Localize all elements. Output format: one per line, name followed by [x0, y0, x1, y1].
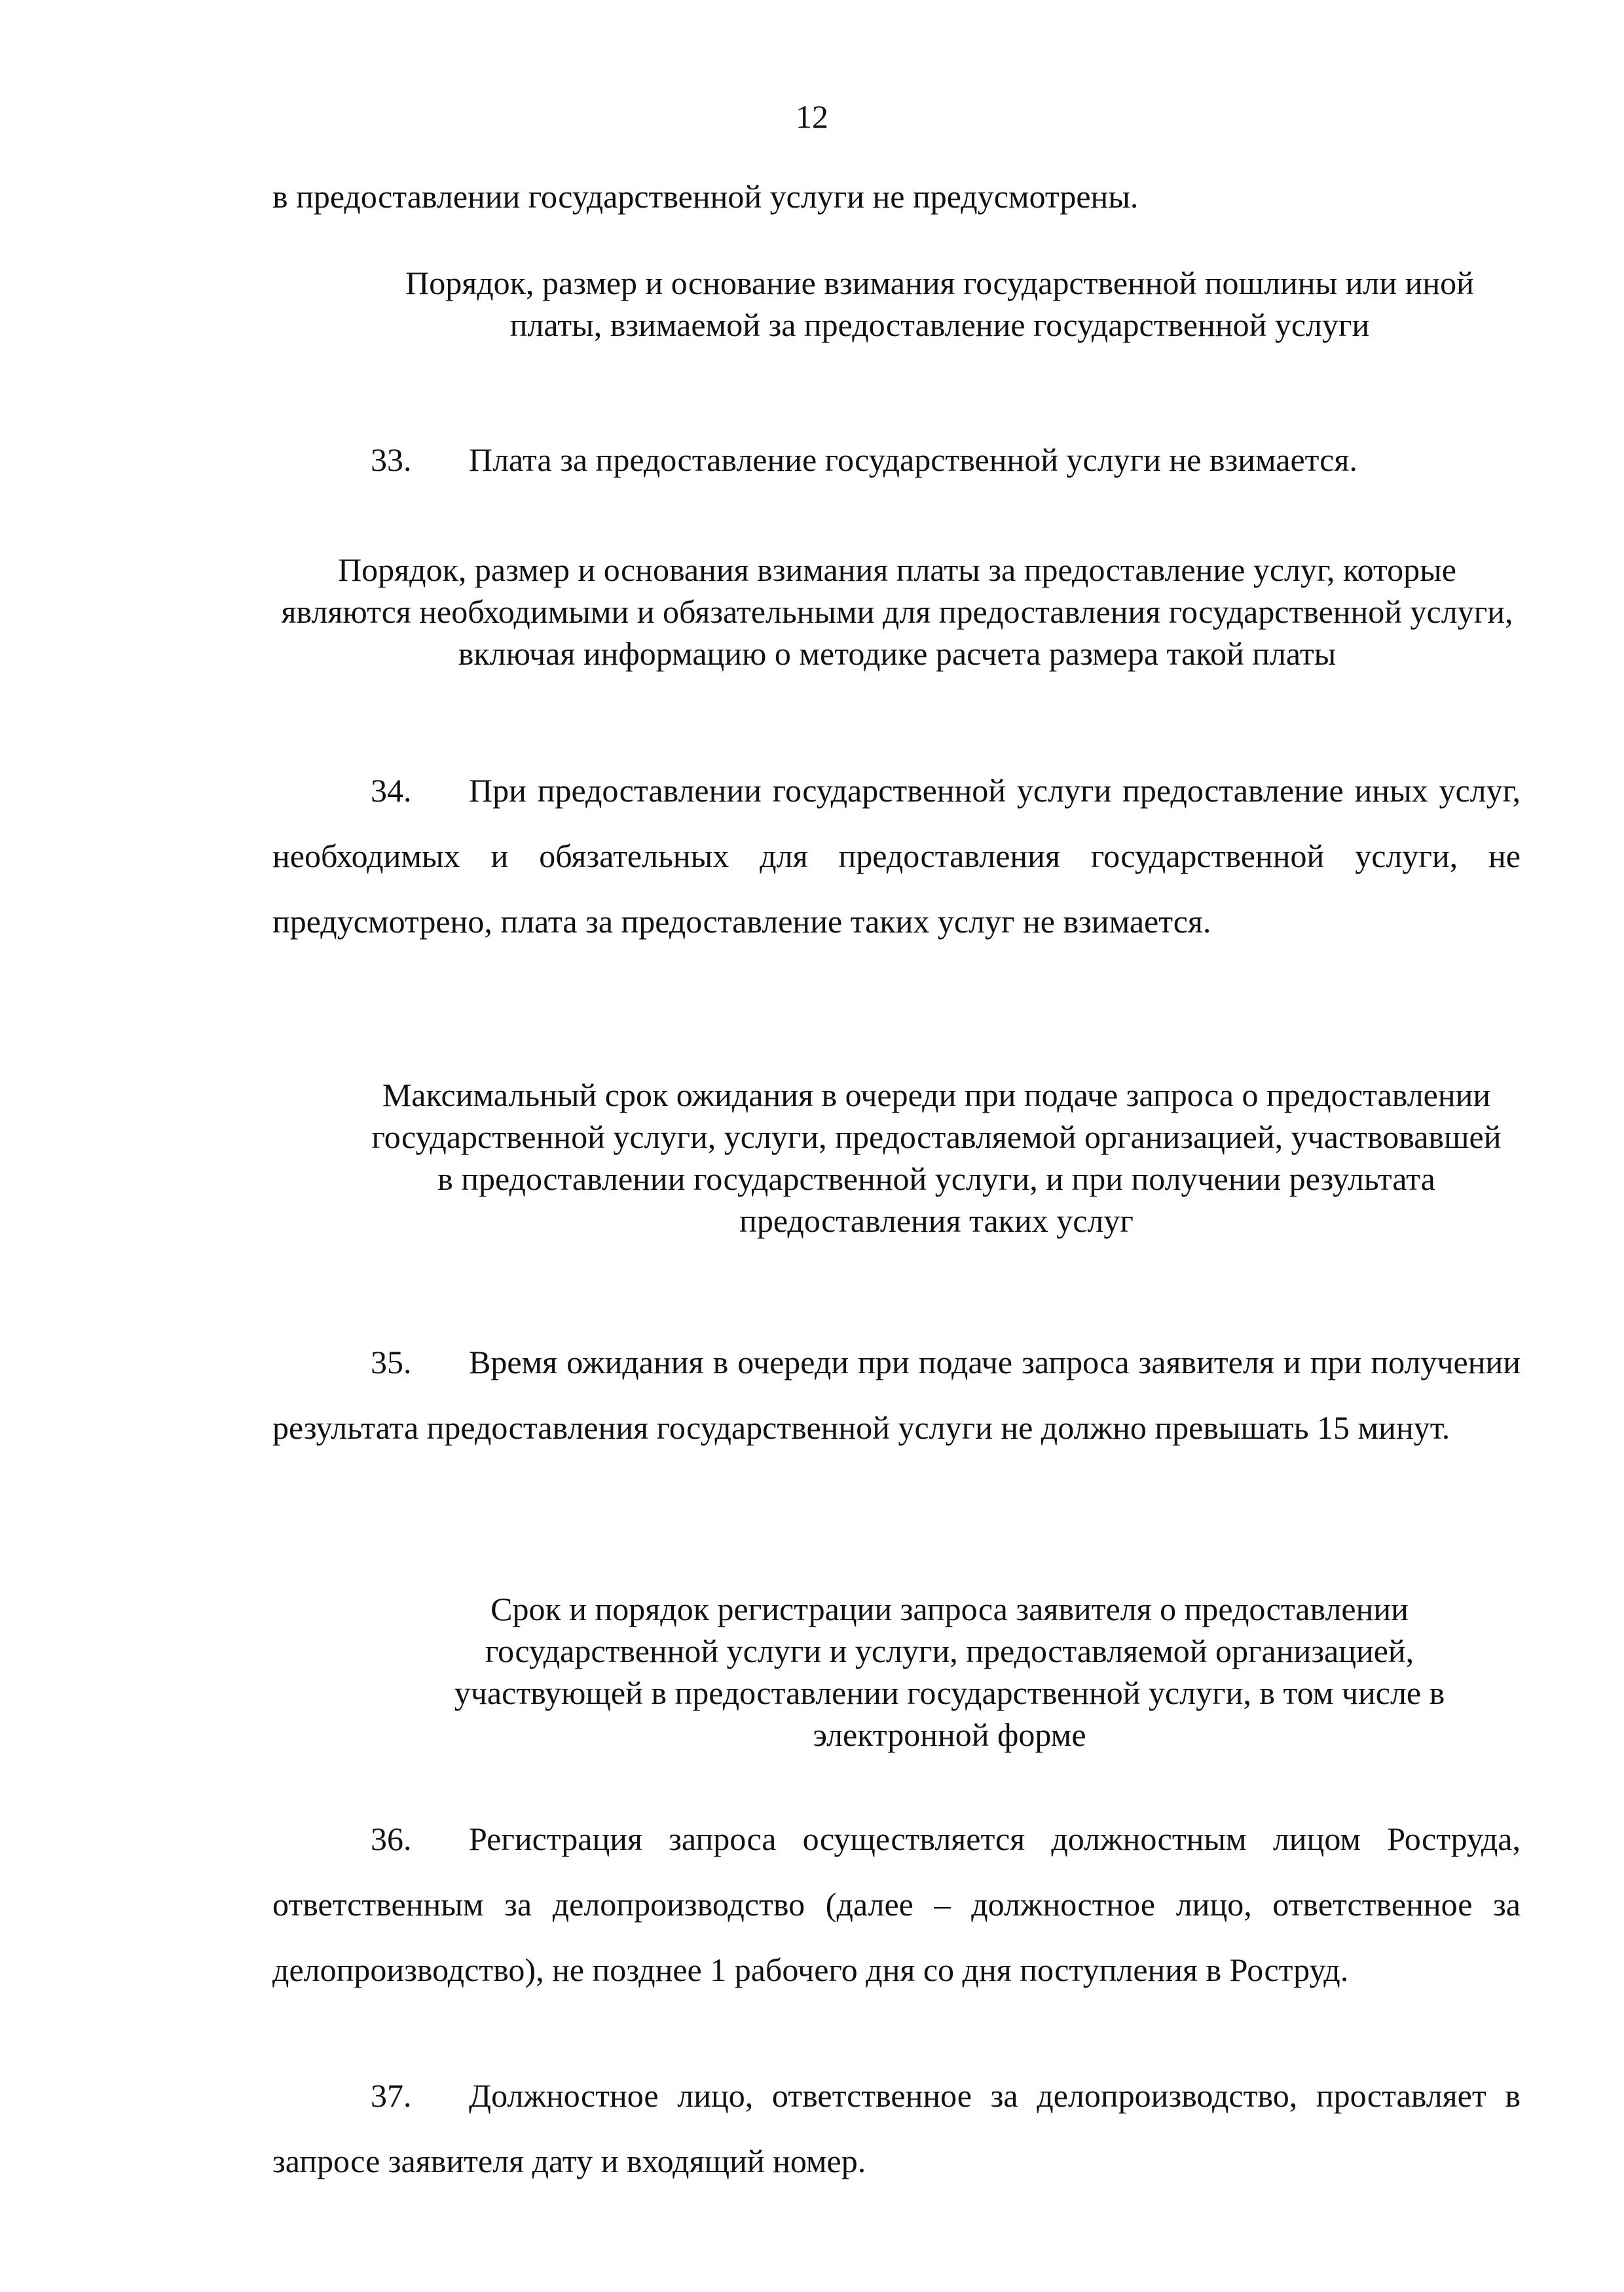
- paragraph-34: [272, 758, 1521, 954]
- paragraph-number: 34.: [371, 772, 412, 809]
- paragraph-number: 36.: [371, 1821, 412, 1857]
- paragraph-35: [272, 1329, 1521, 1460]
- paragraph-33: [272, 440, 1521, 479]
- paragraph-text: Время ожидания в очереди при подаче запроса заявителя и при получении результата предоставления государственной услуги не должно превышать 15 минут.: [272, 1344, 1521, 1446]
- paragraph-text: Плата за предоставление государственной услуги не взимается.: [469, 441, 1357, 478]
- paragraph-text: При предоставлении государственной услуги предоставление иных услуг, необходимых и обязательных для предоставления государственной услуги, не предусмотрено, плата за предоставление таких услуг не взимается.: [272, 772, 1521, 940]
- continuation-text: в предоставлении государственной услуги не предусмотрены.: [272, 178, 1139, 215]
- page-number: 12: [796, 98, 828, 135]
- paragraph-text: Регистрация запроса осуществляется должностным лицом Роструда, ответственным за делопроизводство (далее – должностное лицо, ответственное за делопроизводство), не позднее 1 рабочего дня со дня поступления в Роструд.: [272, 1821, 1521, 1988]
- section-heading-fee: Порядок, размер и основание взимания государственной пошлины или иной платы, взимаемой за предоставление государственной услуги: [405, 265, 1474, 343]
- paragraph-number: 33.: [371, 441, 412, 478]
- paragraph-text: Должностное лицо, ответственное за делопроизводство, проставляет в запросе заявителя дату и входящий номер.: [272, 2077, 1521, 2179]
- paragraph-number: 37.: [371, 2077, 412, 2114]
- section-heading-related-services: Порядок, размер и основания взимания платы за предоставление услуг, которые являются необходимыми и обязательными для предоставления государственной услуги, включая информацию о методике расчета размера такой платы: [281, 551, 1513, 672]
- paragraph-number: 35.: [371, 1344, 412, 1380]
- paragraph-37: [272, 2063, 1521, 2194]
- paragraph-36: [272, 1806, 1521, 2003]
- section-heading-queue-time: Максимальный срок ожидания в очереди при подаче запроса о предоставлении государственной услуги, услуги, предоставляемой организацией, участвовавшей в предоставлении государственной услуги, и при получении результата предоставления таких услуг: [371, 1077, 1502, 1239]
- section-heading-registration: Срок и порядок регистрации запроса заявителя о предоставлении государственной услуги и услуги, предоставляемой организацией, участвующей в предоставлении государственной услуги, в том числе в электронной форме: [454, 1591, 1445, 1753]
